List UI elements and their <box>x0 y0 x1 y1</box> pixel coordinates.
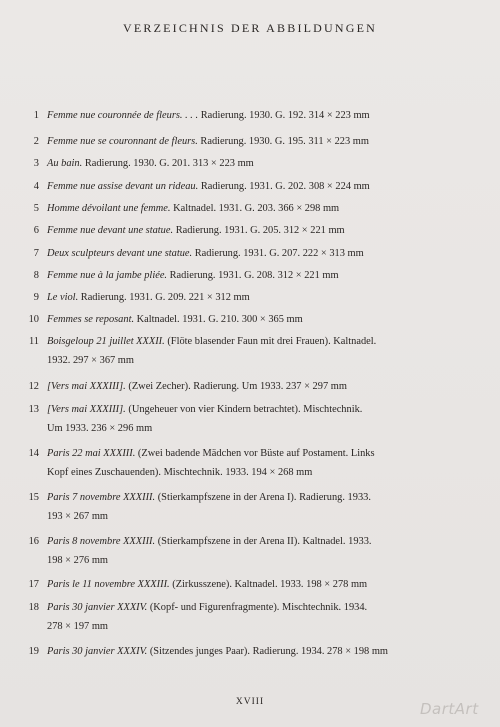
entry-number: 3 <box>33 158 39 169</box>
list-item <box>20 177 468 196</box>
entry-number: 7 <box>33 248 39 259</box>
entry-continuation: 193 × 267 mm <box>47 511 108 522</box>
entry-title: Le viol. <box>47 292 79 303</box>
entry-title: Paris 30 janvier XXXIV. <box>47 602 148 613</box>
entry-number: 1 <box>33 110 39 121</box>
entry-text <box>47 332 468 370</box>
entry-continuation: 198 × 276 mm <box>47 555 108 566</box>
entry-title: Paris 8 novembre XXXIII. <box>47 536 156 547</box>
entry-text <box>47 400 468 438</box>
entry-number: 16 <box>28 536 39 547</box>
entry-text <box>47 310 468 329</box>
entry-number: 19 <box>28 646 39 657</box>
entry-text <box>47 642 468 661</box>
entry-title: Au bain. <box>47 158 83 169</box>
entry-number: 12 <box>28 381 39 392</box>
entry-title: Femmes se reposant. <box>47 314 135 325</box>
entry-continuation: Um 1933. 236 × 296 mm <box>47 423 153 434</box>
entry-number: 14 <box>28 448 39 459</box>
list-item <box>20 598 468 636</box>
entry-number: 15 <box>28 492 39 503</box>
entry-text <box>47 199 468 218</box>
entry-details: (Flöte blasender Faun mit drei Frauen). Kaltnadel. <box>164 336 377 347</box>
entry-text <box>47 221 468 240</box>
entry-number: 5 <box>33 203 39 214</box>
list-item <box>20 488 468 526</box>
entry-text <box>47 154 468 173</box>
entry-title: Boisgeloup 21 juillet XXXII. <box>47 336 165 347</box>
entry-text <box>47 575 468 594</box>
entry-title: [Vers mai XXXIII]. <box>47 381 126 392</box>
entry-number: 9 <box>33 292 39 303</box>
entry-details: (Ungeheuer von vier Kindern betrachtet). Mischtechnik. <box>125 404 363 415</box>
entry-details: (Zwei badende Mädchen vor Büste auf Postament. Links <box>135 448 375 459</box>
entry-text <box>47 377 468 396</box>
entry-details: Radierung. 1930. G. 192. 314 × 223 mm <box>198 110 370 121</box>
entry-title: Deux sculpteurs devant une statue. <box>47 248 193 259</box>
entry-number: 2 <box>33 136 39 147</box>
entry-number: 4 <box>33 181 39 192</box>
entry-details: (Kopf- und Figurenfragmente). Mischtechnik. 1934. <box>147 602 368 613</box>
entry-details: Radierung. 1930. G. 195. 311 × 223 mm <box>197 136 369 147</box>
entry-text <box>47 177 468 196</box>
page-number: XVIII <box>235 697 265 707</box>
entry-number: 8 <box>33 270 39 281</box>
entry-number: 13 <box>28 404 39 415</box>
list-item <box>20 575 468 594</box>
entry-title: Femme nue à la jambe pliée. <box>47 270 168 281</box>
list-item <box>20 377 468 396</box>
entry-continuation: 1932. 297 × 367 mm <box>47 355 134 366</box>
list-item <box>20 400 468 438</box>
list-item <box>20 332 468 370</box>
entry-title: Paris 30 janvier XXXIV. <box>47 646 148 657</box>
list-item <box>20 154 468 173</box>
entry-details: (Zirkusszene). Kaltnadel. 1933. 198 × 278 mm <box>169 579 368 590</box>
entry-details: (Sitzendes junges Paar). Radierung. 1934. 278 × 198 mm <box>147 646 389 657</box>
entry-number: 17 <box>28 579 39 590</box>
entry-title: Femme nue couronnée de fleurs. . . . <box>47 110 199 121</box>
entry-details: Kaltnadel. 1931. G. 210. 300 × 365 mm <box>134 314 303 325</box>
entry-details: Radierung. 1931. G. 208. 312 × 221 mm <box>167 270 339 281</box>
entry-number: 11 <box>28 336 39 347</box>
entry-text <box>47 444 468 482</box>
entry-details: Radierung. 1931. G. 209. 221 × 312 mm <box>78 292 250 303</box>
entry-details: Radierung. 1931. G. 202. 308 × 224 mm <box>198 181 370 192</box>
entry-details: (Stierkampfszene in der Arena I). Radierung. 1933. <box>155 492 371 503</box>
entry-title: [Vers mai XXXIII]. <box>47 404 126 415</box>
entry-continuation: 278 × 197 mm <box>47 621 108 632</box>
list-item <box>20 221 468 240</box>
entry-text <box>47 106 468 125</box>
entry-text <box>47 288 468 307</box>
entry-details: (Zwei Zecher). Radierung. Um 1933. 237 × 297 mm <box>125 381 347 392</box>
entry-text <box>47 266 468 285</box>
entry-number: 18 <box>28 602 39 613</box>
entry-title: Homme dévoilant une femme. <box>47 203 171 214</box>
entry-title: Paris 7 novembre XXXIII. <box>47 492 156 503</box>
list-item <box>20 244 468 263</box>
list-item <box>20 642 468 661</box>
entry-number: 10 <box>28 314 39 325</box>
entry-details: Kaltnadel. 1931. G. 203. 366 × 298 mm <box>170 203 340 214</box>
entry-details: Radierung. 1931. G. 205. 312 × 221 mm <box>173 225 345 236</box>
entry-details: Radierung. 1931. G. 207. 222 × 313 mm <box>192 248 364 259</box>
entry-title: Femme nue se couronnant de fleurs. <box>47 136 198 147</box>
entry-continuation: Kopf eines Zuschauenden). Mischtechnik. 1933. 194 × 268 mm <box>47 467 313 478</box>
entry-text <box>47 532 468 570</box>
watermark: DartArt <box>420 700 479 718</box>
entry-details: (Stierkampfszene in der Arena II). Kaltnadel. 1933. <box>155 536 372 547</box>
list-item <box>20 444 468 482</box>
entry-title: Paris le 11 novembre XXXIII. <box>47 579 170 590</box>
list-item <box>20 310 468 329</box>
list-item <box>20 199 468 218</box>
list-item <box>20 288 468 307</box>
list-item <box>20 106 468 125</box>
entry-text <box>47 244 468 263</box>
page-heading: VERZEICHNIS DER ABBILDUNGEN <box>122 21 378 35</box>
entry-title: Femme nue assise devant un rideau. <box>47 181 199 192</box>
entry-text <box>47 132 468 151</box>
entry-title: Femme nue devant une statue. <box>47 225 174 236</box>
entry-number: 6 <box>33 225 39 236</box>
list-item <box>20 266 468 285</box>
list-item <box>20 132 468 151</box>
list-item <box>20 532 468 570</box>
entry-text <box>47 488 468 526</box>
entry-title: Paris 22 mai XXXIII. <box>47 448 136 459</box>
entry-text <box>47 598 468 636</box>
entry-details: Radierung. 1930. G. 201. 313 × 223 mm <box>82 158 254 169</box>
